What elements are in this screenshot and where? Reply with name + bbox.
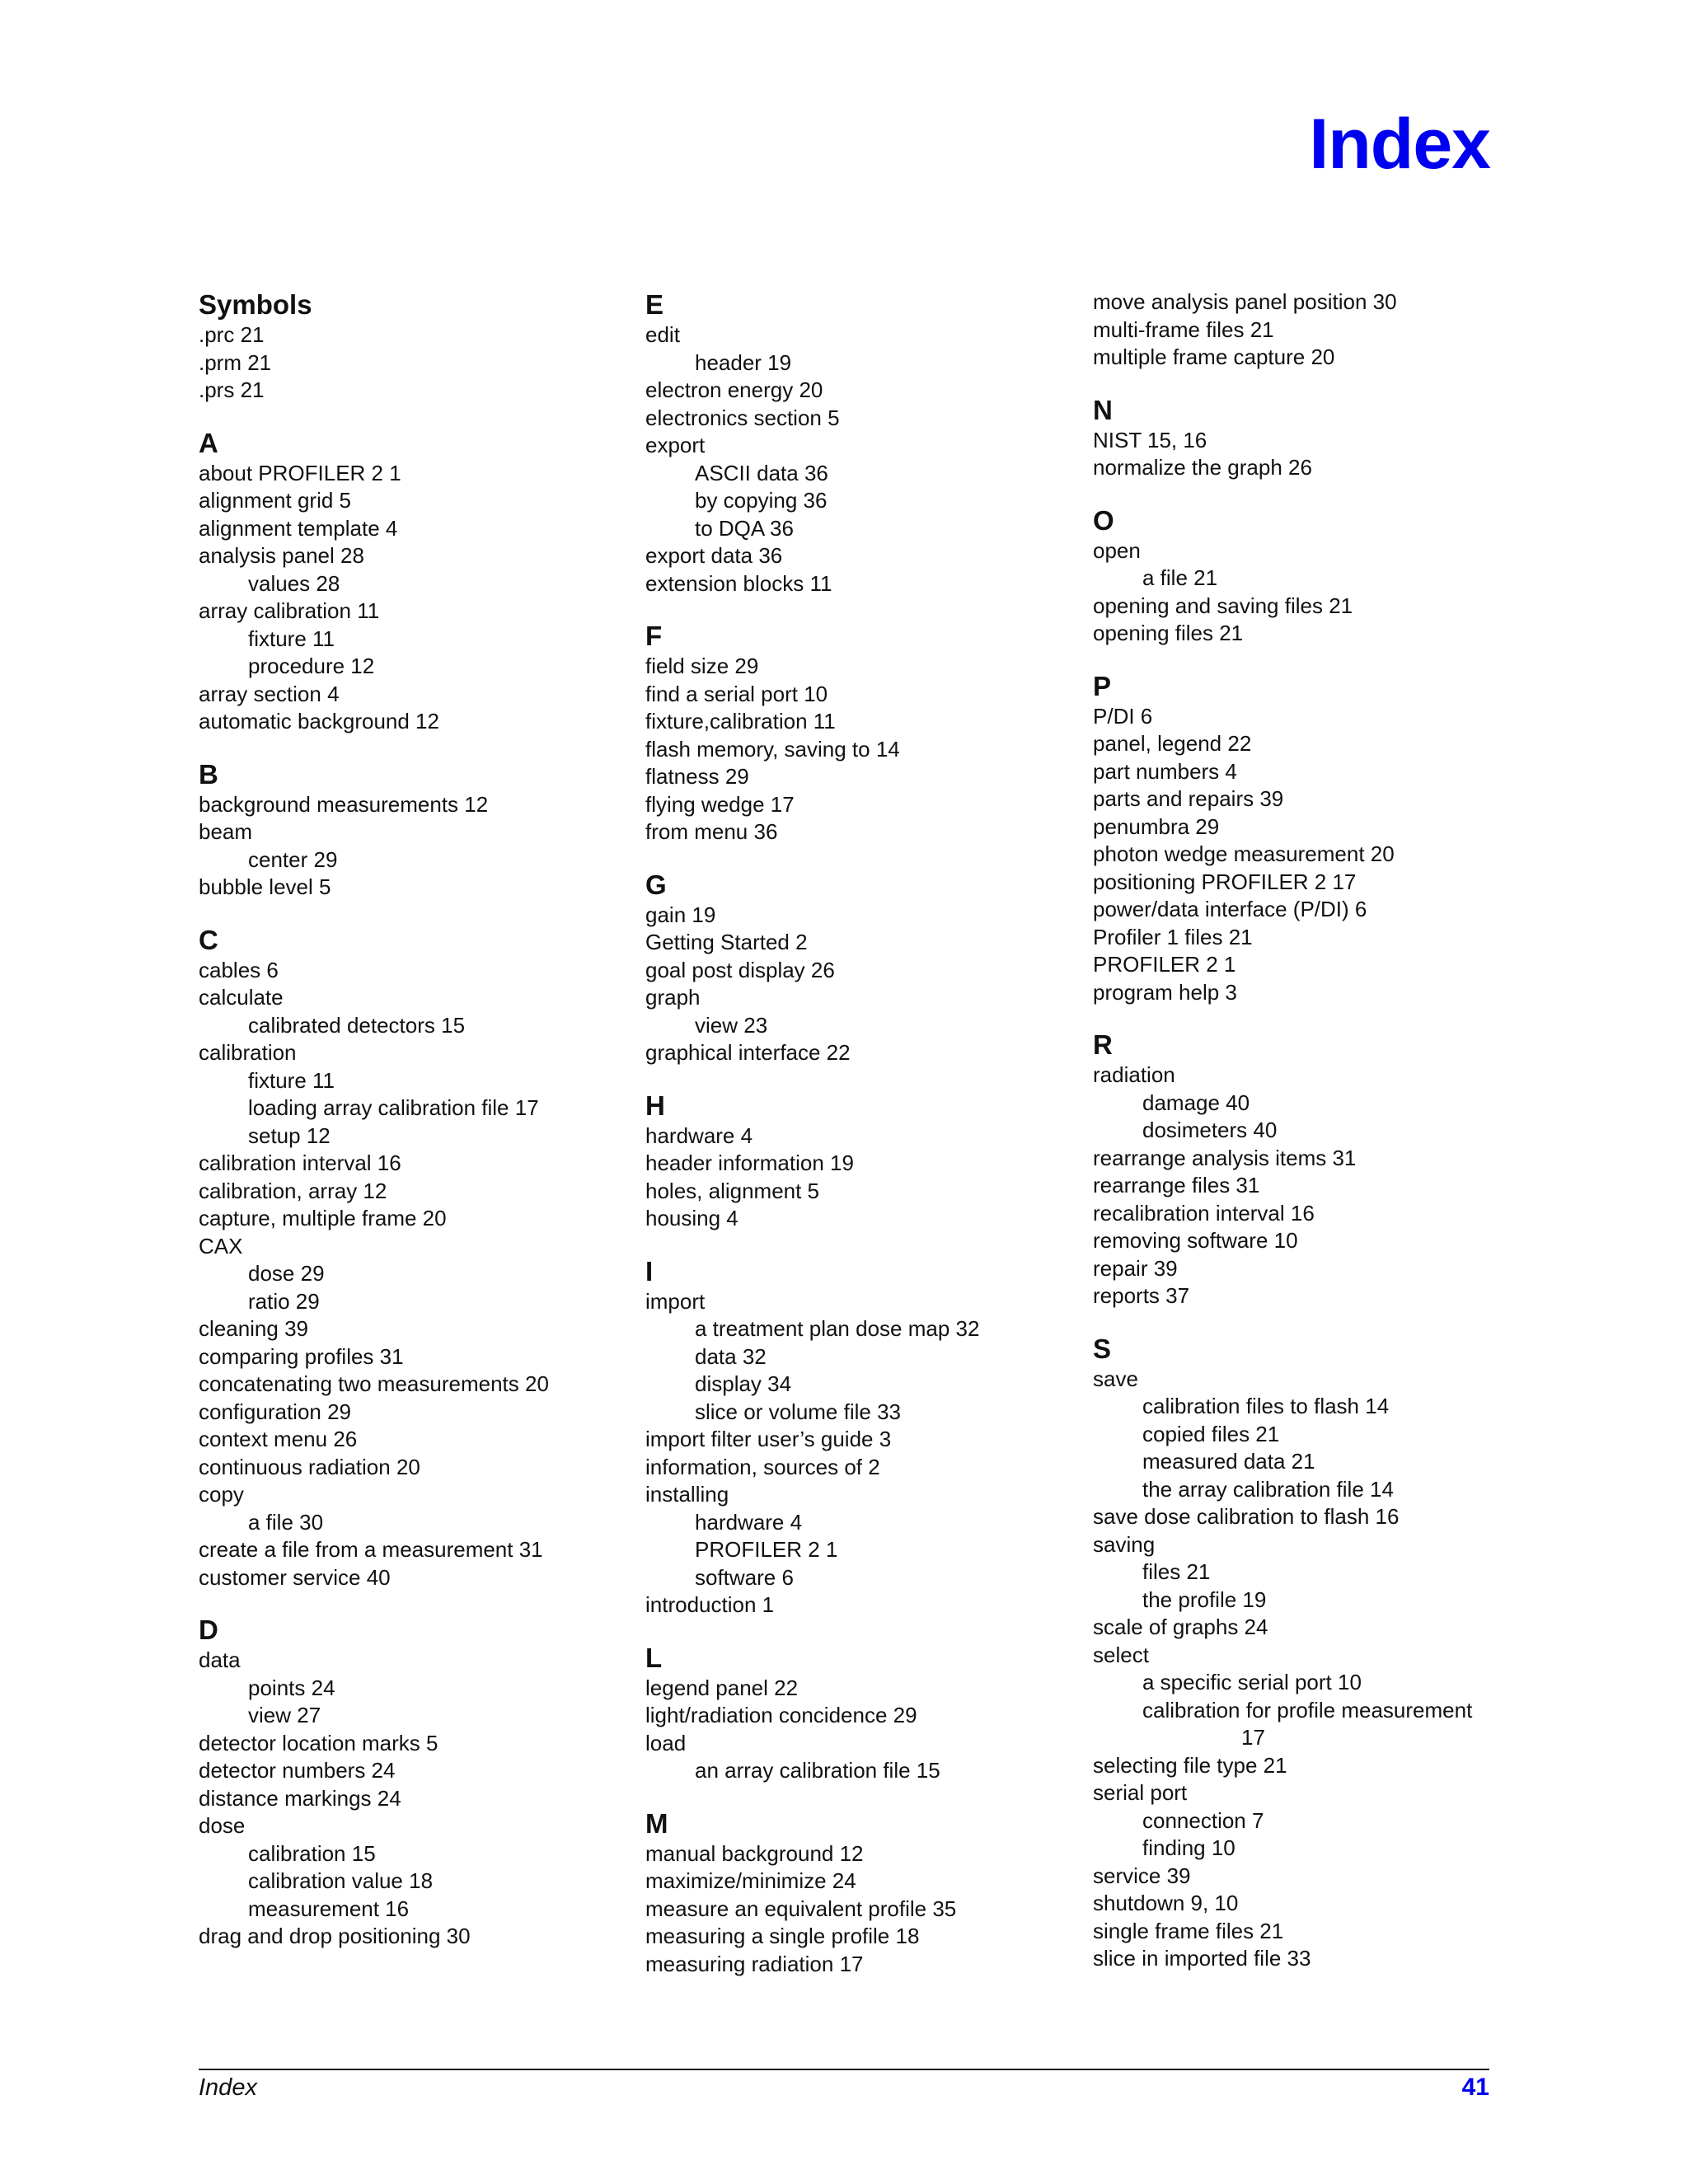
index-subentry: center 29 <box>248 846 338 872</box>
index-entry: shutdown 9, 10 <box>1093 1891 1239 1915</box>
section-heading: O <box>1093 504 1114 536</box>
index-entry: find a serial port 10 <box>645 681 828 706</box>
index-section <box>645 1255 1074 1619</box>
index-entry: part numbers 4 <box>1093 758 1237 784</box>
section-heading: P <box>1093 670 1112 701</box>
index-entry: array calibration 11 <box>199 598 380 623</box>
index-subentry: 17 <box>1241 1725 1265 1750</box>
index-entry: graphical interface 22 <box>645 1040 851 1065</box>
index-entry: Getting Started 2 <box>645 930 808 954</box>
index-entry: customer service 40 <box>199 1564 391 1590</box>
index-entry: save dose calibration to flash 16 <box>1093 1504 1400 1529</box>
section-heading: N <box>1093 394 1113 425</box>
index-section <box>645 1807 1074 1979</box>
index-entry: detector location marks 5 <box>199 1730 438 1755</box>
index-section <box>199 758 627 902</box>
index-subentry: PROFILER 2 1 <box>695 1537 838 1562</box>
index-entry: parts and repairs 39 <box>1093 786 1284 811</box>
index-entry: flying wedge 17 <box>645 791 795 817</box>
index-entry: edit <box>645 322 680 347</box>
index-section <box>645 288 1074 598</box>
index-entry: reports 37 <box>1093 1283 1190 1308</box>
index-entry: light/radiation concidence 29 <box>645 1703 917 1727</box>
index-subentry: the array calibration file 14 <box>1142 1476 1394 1502</box>
index-entry: export data 36 <box>645 543 783 568</box>
index-entry: flatness 29 <box>645 764 749 789</box>
index-entry: housing 4 <box>645 1206 738 1230</box>
index-entry: distance markings 24 <box>199 1785 401 1811</box>
index-entry: holes, alignment 5 <box>645 1178 820 1203</box>
index-entry: opening and saving files 21 <box>1093 593 1353 618</box>
index-subentry: ratio 29 <box>248 1288 320 1314</box>
index-subentry: files 21 <box>1142 1559 1211 1584</box>
index-entry: flash memory, saving to 14 <box>645 736 900 762</box>
index-entry: extension blocks 11 <box>645 570 832 596</box>
index-entry: move analysis panel position 30 <box>1093 289 1397 314</box>
index-entry: removing software 10 <box>1093 1228 1298 1253</box>
index-entry: slice in imported file 33 <box>1093 1946 1311 1971</box>
section-heading: C <box>199 924 218 955</box>
index-section <box>645 1642 1074 1785</box>
index-entry: gain 19 <box>645 902 716 927</box>
index-subentry: calibration 15 <box>248 1840 376 1866</box>
index-entry: information, sources of 2 <box>645 1454 880 1479</box>
index-section <box>645 869 1074 1067</box>
index-entry: graph <box>645 985 701 1010</box>
index-entry: selecting file type 21 <box>1093 1752 1287 1778</box>
index-entry: panel, legend 22 <box>1093 731 1252 756</box>
index-entry: manual background 12 <box>645 1840 864 1866</box>
index-entry: array section 4 <box>199 681 340 706</box>
index-subentry: damage 40 <box>1142 1090 1250 1115</box>
index-entry: from menu 36 <box>645 819 778 844</box>
index-subentry: measurement 16 <box>248 1896 410 1921</box>
index-subentry: copied files 21 <box>1142 1421 1280 1446</box>
index-section <box>199 288 627 405</box>
section-heading: S <box>1093 1333 1112 1364</box>
index-entry: dose <box>199 1813 246 1838</box>
index-entry: PROFILER 2 1 <box>1093 952 1236 977</box>
index-entry: installing <box>645 1482 729 1507</box>
section-heading: E <box>645 289 664 320</box>
index-entry: normalize the graph 26 <box>1093 455 1312 480</box>
index-entry: .prm 21 <box>199 349 272 375</box>
index-subentry: calibration value 18 <box>248 1868 434 1893</box>
section-heading: B <box>199 758 218 790</box>
index-entry: scale of graphs 24 <box>1093 1615 1268 1639</box>
index-entry: bubble level 5 <box>199 874 331 899</box>
index-entry: maximize/minimize 24 <box>645 1868 856 1893</box>
index-entry: P/DI 6 <box>1093 703 1153 729</box>
index-entry: measuring a single profile 18 <box>645 1924 920 1948</box>
index-subentry: dosimeters 40 <box>1142 1118 1278 1142</box>
index-entry: legend panel 22 <box>645 1675 799 1700</box>
index-column-1 <box>199 288 627 1951</box>
index-entry: alignment grid 5 <box>199 488 351 513</box>
index-subentry: a file 21 <box>1142 565 1218 590</box>
index-section <box>645 1090 1074 1233</box>
index-entry: single frame files 21 <box>1093 1918 1284 1943</box>
index-entry: multi-frame files 21 <box>1093 316 1274 342</box>
index-entry: rearrange files 31 <box>1093 1173 1260 1197</box>
index-subentry: slice or volume file 33 <box>695 1399 901 1424</box>
index-subentry: measured data 21 <box>1142 1449 1315 1474</box>
index-entry: rearrange analysis items 31 <box>1093 1145 1357 1170</box>
index-entry: select <box>1093 1642 1149 1667</box>
index-entry: introduction 1 <box>645 1592 775 1617</box>
index-entry: about PROFILER 2 1 <box>199 460 401 485</box>
index-subentry: calibration files to flash 14 <box>1142 1394 1390 1418</box>
index-column-3 <box>1093 288 1522 1973</box>
index-subentry: data 32 <box>695 1343 767 1369</box>
index-entry: copy <box>199 1482 244 1507</box>
index-entry: multiple frame capture 20 <box>1093 344 1335 369</box>
index-subentry: a file 30 <box>248 1509 324 1535</box>
index-entry: context menu 26 <box>199 1427 358 1451</box>
footer-page-number: 41 <box>1461 2074 1489 2101</box>
section-heading: Symbols <box>199 289 312 320</box>
index-entry: beam <box>199 819 253 844</box>
index-entry: hardware 4 <box>645 1122 753 1148</box>
index-section <box>1093 1333 1522 1973</box>
index-section <box>199 1614 627 1951</box>
index-column-2 <box>645 288 1074 1978</box>
index-subentry: hardware 4 <box>695 1509 803 1535</box>
index-entry: concatenating two measurements 20 <box>199 1371 549 1396</box>
index-entry: positioning PROFILER 2 17 <box>1093 869 1357 894</box>
index-entry: CAX <box>199 1233 243 1258</box>
index-entry: save <box>1093 1366 1138 1391</box>
index-entry: saving <box>1093 1531 1156 1557</box>
index-entry: .prc 21 <box>199 322 265 347</box>
index-subentry: to DQA 36 <box>695 515 794 541</box>
index-section <box>1093 288 1522 372</box>
index-section <box>199 427 627 736</box>
index-subentry: view 23 <box>695 1012 768 1038</box>
index-entry: alignment template 4 <box>199 515 398 541</box>
footer-rule <box>199 2069 1489 2070</box>
index-entry: data <box>199 1647 241 1672</box>
index-subentry: procedure 12 <box>248 654 375 678</box>
index-entry: measure an equivalent profile 35 <box>645 1896 957 1921</box>
index-entry: calibration interval 16 <box>199 1151 401 1175</box>
index-subentry: by copying 36 <box>695 488 828 513</box>
index-subentry: ASCII data 36 <box>695 460 828 485</box>
index-entry: Profiler 1 files 21 <box>1093 924 1253 949</box>
section-heading: H <box>645 1090 665 1121</box>
index-subentry: calibrated detectors 15 <box>248 1012 466 1038</box>
index-entry: photon wedge measurement 20 <box>1093 841 1395 866</box>
index-subentry: a specific serial port 10 <box>1142 1670 1362 1694</box>
index-entry: detector numbers 24 <box>199 1758 396 1783</box>
index-subentry: connection 7 <box>1142 1807 1264 1833</box>
index-entry: measuring radiation 17 <box>645 1951 864 1976</box>
index-entry: comparing profiles 31 <box>199 1343 404 1369</box>
index-entry: export <box>645 433 706 457</box>
index-subentry: fixture 11 <box>248 626 335 651</box>
index-subentry: calibration for profile measurement <box>1142 1697 1473 1722</box>
index-entry: import filter user’s guide 3 <box>645 1427 892 1451</box>
index-section <box>1093 504 1522 648</box>
section-heading: G <box>645 869 667 900</box>
index-entry: drag and drop positioning 30 <box>199 1924 471 1948</box>
index-entry: opening files 21 <box>1093 621 1244 645</box>
index-entry: field size 29 <box>645 654 759 678</box>
index-subentry: setup 12 <box>248 1122 331 1148</box>
index-section <box>1093 1029 1522 1310</box>
section-heading: M <box>645 1807 668 1839</box>
index-entry: header information 19 <box>645 1151 854 1175</box>
index-subentry: loading array calibration file 17 <box>248 1095 539 1120</box>
section-heading: D <box>199 1615 218 1645</box>
index-entry: power/data interface (P/DI) 6 <box>1093 897 1367 921</box>
index-entry: analysis panel 28 <box>199 543 364 568</box>
index-entry: program help 3 <box>1093 979 1237 1005</box>
section-heading: A <box>199 427 218 458</box>
index-subentry: an array calibration file 15 <box>695 1758 940 1783</box>
index-entry: continuous radiation 20 <box>199 1454 420 1479</box>
index-entry: calibration, array 12 <box>199 1178 387 1203</box>
index-subentry: values 28 <box>248 570 340 596</box>
section-heading: I <box>645 1255 654 1286</box>
index-subentry: view 27 <box>248 1703 321 1727</box>
index-entry: electron energy 20 <box>645 377 823 402</box>
index-entry: recalibration interval 16 <box>1093 1200 1315 1226</box>
index-entry: NIST 15, 16 <box>1093 427 1207 452</box>
index-entry: background measurements 12 <box>199 791 489 817</box>
section-heading: L <box>645 1642 663 1673</box>
index-entry: service 39 <box>1093 1863 1191 1888</box>
index-entry: create a file from a measurement 31 <box>199 1537 543 1562</box>
page-title: Index <box>1309 105 1490 184</box>
index-entry: open <box>1093 537 1141 563</box>
index-entry: calibration <box>199 1040 297 1065</box>
index-entry: configuration 29 <box>199 1399 352 1424</box>
footer-section-label: Index <box>199 2074 257 2101</box>
index-subentry: a treatment plan dose map 32 <box>695 1316 980 1341</box>
index-subentry: header 19 <box>695 349 792 375</box>
index-entry: automatic background 12 <box>199 709 439 733</box>
section-heading: R <box>1093 1029 1113 1060</box>
index-subentry: points 24 <box>248 1675 335 1700</box>
index-entry: capture, multiple frame 20 <box>199 1206 447 1230</box>
index-section <box>199 924 627 1592</box>
index-entry: serial port <box>1093 1780 1188 1805</box>
index-entry: cleaning 39 <box>199 1316 308 1341</box>
index-entry: fixture,calibration 11 <box>645 709 836 733</box>
index-entry: load <box>645 1730 687 1755</box>
index-subentry: fixture 11 <box>248 1067 335 1093</box>
index-entry: goal post display 26 <box>645 957 835 982</box>
index-section <box>1093 394 1522 482</box>
section-heading: F <box>645 621 663 651</box>
index-subentry: dose 29 <box>248 1261 325 1286</box>
index-entry: radiation <box>1093 1062 1175 1087</box>
index-section <box>645 620 1074 846</box>
index-subentry: display 34 <box>695 1371 792 1396</box>
index-entry: electronics section 5 <box>645 405 840 430</box>
index-entry: repair 39 <box>1093 1255 1178 1281</box>
index-entry: calculate <box>199 985 284 1010</box>
index-entry: import <box>645 1288 706 1314</box>
index-subentry: the profile 19 <box>1142 1586 1267 1612</box>
index-entry: penumbra 29 <box>1093 813 1220 839</box>
index-entry: .prs 21 <box>199 377 265 402</box>
index-entry: cables 6 <box>199 957 279 982</box>
index-section <box>1093 670 1522 1007</box>
index-subentry: software 6 <box>695 1564 794 1590</box>
index-subentry: finding 10 <box>1142 1835 1236 1860</box>
